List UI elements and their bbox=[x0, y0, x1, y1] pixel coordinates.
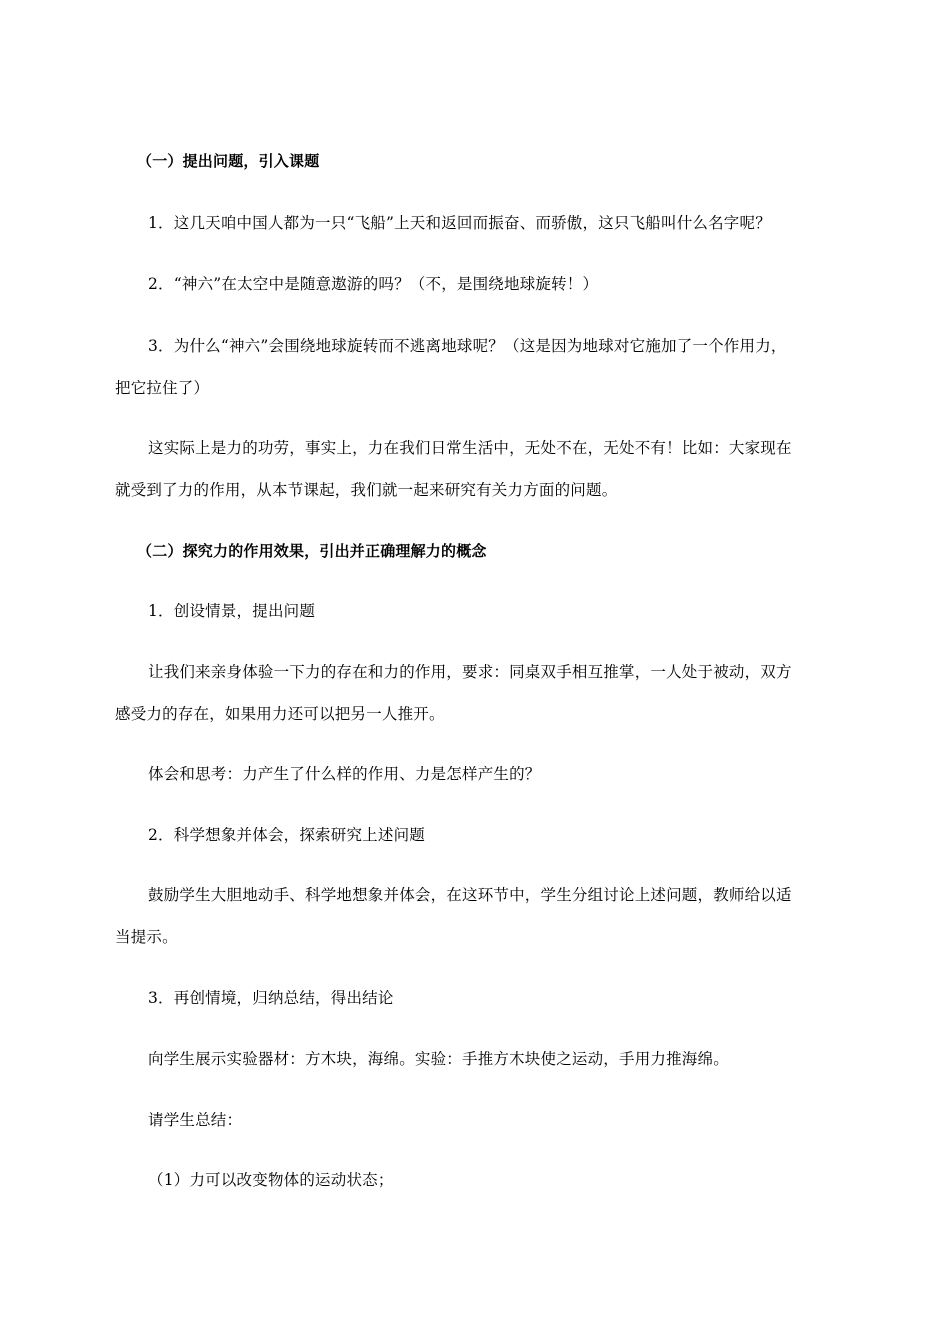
question-2: 2．“神六”在太空中是随意遨游的吗？（不，是围绕地球旋转！） bbox=[148, 275, 599, 293]
step-2-text-line2: 当提示。 bbox=[115, 928, 178, 946]
question-3-line2: 把它拉住了） bbox=[115, 379, 210, 397]
intro-paragraph-line1: 这实际上是力的功劳，事实上，力在我们日常生活中，无处不在，无处不有！比如：大家现在 bbox=[148, 439, 792, 457]
step-3-summary: 请学生总结： bbox=[148, 1111, 243, 1129]
step-1-text-line2: 感受力的存在，如果用力还可以把另一人推开。 bbox=[115, 705, 445, 723]
step-1-text-line1: 让我们来亲身体验一下力的存在和力的作用，要求：同桌双手相互推掌，一人处于被动，双方 bbox=[148, 663, 792, 681]
step-2-text-line1: 鼓励学生大胆地动手、科学地想象并体会，在这环节中，学生分组讨论上述问题，教师给以适 bbox=[148, 886, 792, 904]
step-3-text: 向学生展示实验器材：方木块，海绵。实验：手推方木块使之运动，手用力推海绵。 bbox=[148, 1050, 729, 1068]
question-3-line1: 3．为什么“神六”会围绕地球旋转而不逃离地球呢？（这是因为地球对它施加了一个作用力， bbox=[148, 337, 787, 355]
step-1-think: 体会和思考：力产生了什么样的作用、力是怎样产生的？ bbox=[148, 765, 541, 783]
section1-heading: （一）提出问题，引入课题 bbox=[137, 152, 320, 170]
intro-paragraph-line2: 就受到了力的作用，从本节课起，我们就一起来研究有关力方面的问题。 bbox=[115, 481, 618, 499]
step-1-title: 1．创设情景，提出问题 bbox=[148, 602, 316, 620]
question-1: 1．这几天咱中国人都为一只“飞船”上天和返回而振奋、而骄傲，这只飞船叫什么名字呢？ bbox=[148, 214, 771, 232]
step-2-title: 2．科学想象并体会，探索研究上述问题 bbox=[148, 826, 425, 844]
conclusion-1: （1）力可以改变物体的运动状态； bbox=[148, 1171, 394, 1189]
section2-heading: （二）探究力的作用效果，引出并正确理解力的概念 bbox=[137, 542, 487, 560]
step-3-title: 3．再创情境，归纳总结，得出结论 bbox=[148, 989, 394, 1007]
